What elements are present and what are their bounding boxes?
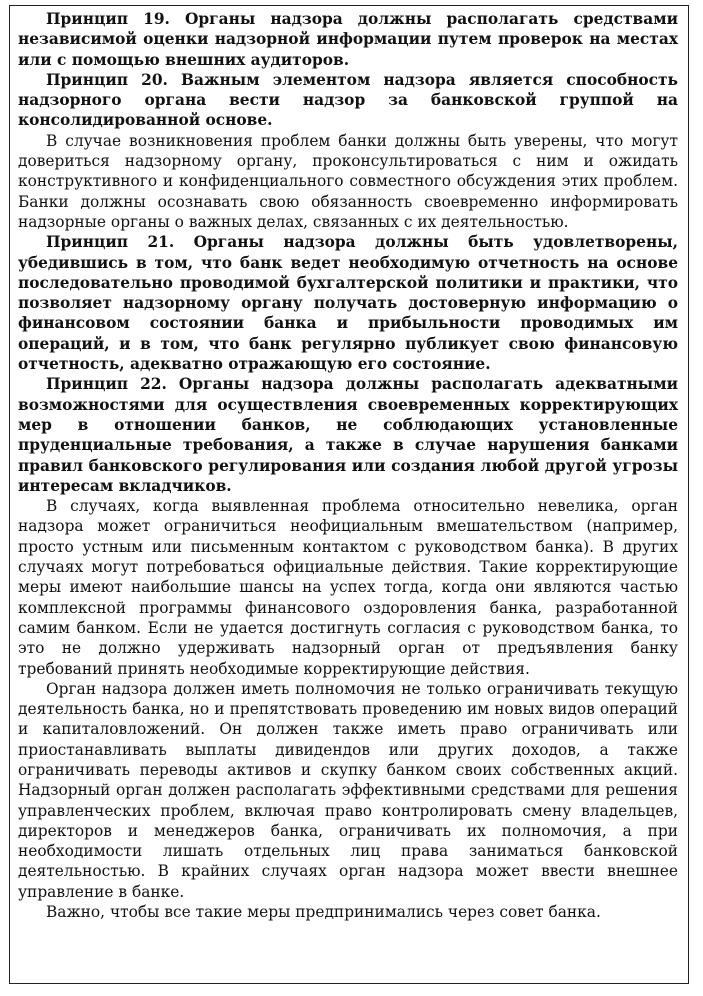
- body-paragraph: Орган надзора должен иметь полномочия не только ограничивать текущую деятельность банка, но и препятствовать проведению им новых видов операций и капиталовложений. Он должен также иметь право ограничивать или приостанавливать выплаты дивидендов или других доходов, а также ограничивать переводы активов и скупку банком своих собственных акций. Надзорный орган должен располагать эффективными средствами для решения управленческих проблем, включая право контролировать смену владельцев, директоров и менеджеров банка, ограничивать их полномочия, а при необходимости лишать отдельных лиц права заниматься банковской деятельностью. В крайних случаях орган надзора может ввести внешнее управление в банке.: [18, 679, 678, 901]
- document-body: [18, 9, 678, 922]
- principle-20-paragraph: Принцип 20. Важным элементом надзора является способность надзорного органа вести надзор за банковской группой на консолидированной основе.: [18, 70, 678, 130]
- body-paragraph: В случаях, когда выявленная проблема относительно невелика, орган надзора может ограничиться неофициальным вмешательством (например, просто устным или письменным контактом с руководством банка). В других случаях могут потребоваться официальные действия. Такие корректирующие меры имеют наибольшие шансы на успех тогда, когда они являются частью комплексной программы финансового оздоровления банка, разработанной самим банком. Если не удается достигнуть согласия с руководством банка, то это не должно удерживать надзорный орган от предъявления банку требований принять необходимые корректирующие действия.: [18, 497, 678, 678]
- principle-22-paragraph: Принцип 22. Органы надзора должны располагать адекватными возможностями для осуществления своевременных корректирующих мер в отношении банков, не соблюдающих установленные пруденциальные требования, а также в случае нарушения банками правил банковского регулирования или создания любой другой угрозы интересам вкладчиков.: [18, 375, 678, 495]
- body-paragraph: В случае возникновения проблем банки должны быть уверены, что могут довериться надзорному органу, проконсультироваться с ним и ожидать конструктивного и конфиденциального совместного обсуждения этих проблем. Банки должны осознавать свою обязанность своевременно информировать надзорные органы о важных делах, связанных с их деятельностью.: [18, 131, 678, 231]
- principle-21-paragraph: Принцип 21. Органы надзора должны быть удовлетворены, убедившись в том, что банк ведет необходимую отчетность на основе последовательно проводимой бухгалтерской политики и практики, что позволяет надзорному органу получать достоверную информацию о финансовом состоянии банка и прибыльности проводимых им операций, и в том, что банк регулярно публикует свою финансовую отчетность, адекватно отражающую его состояние.: [18, 233, 678, 374]
- body-paragraph: Важно, чтобы все такие меры предпринимались через совет банка.: [46, 903, 601, 922]
- principle-19-paragraph: Принцип 19. Органы надзора должны располагать средствами независимой оценки надзорной информации путем проверок на местах или с помощью внешних аудиторов.: [18, 10, 678, 69]
